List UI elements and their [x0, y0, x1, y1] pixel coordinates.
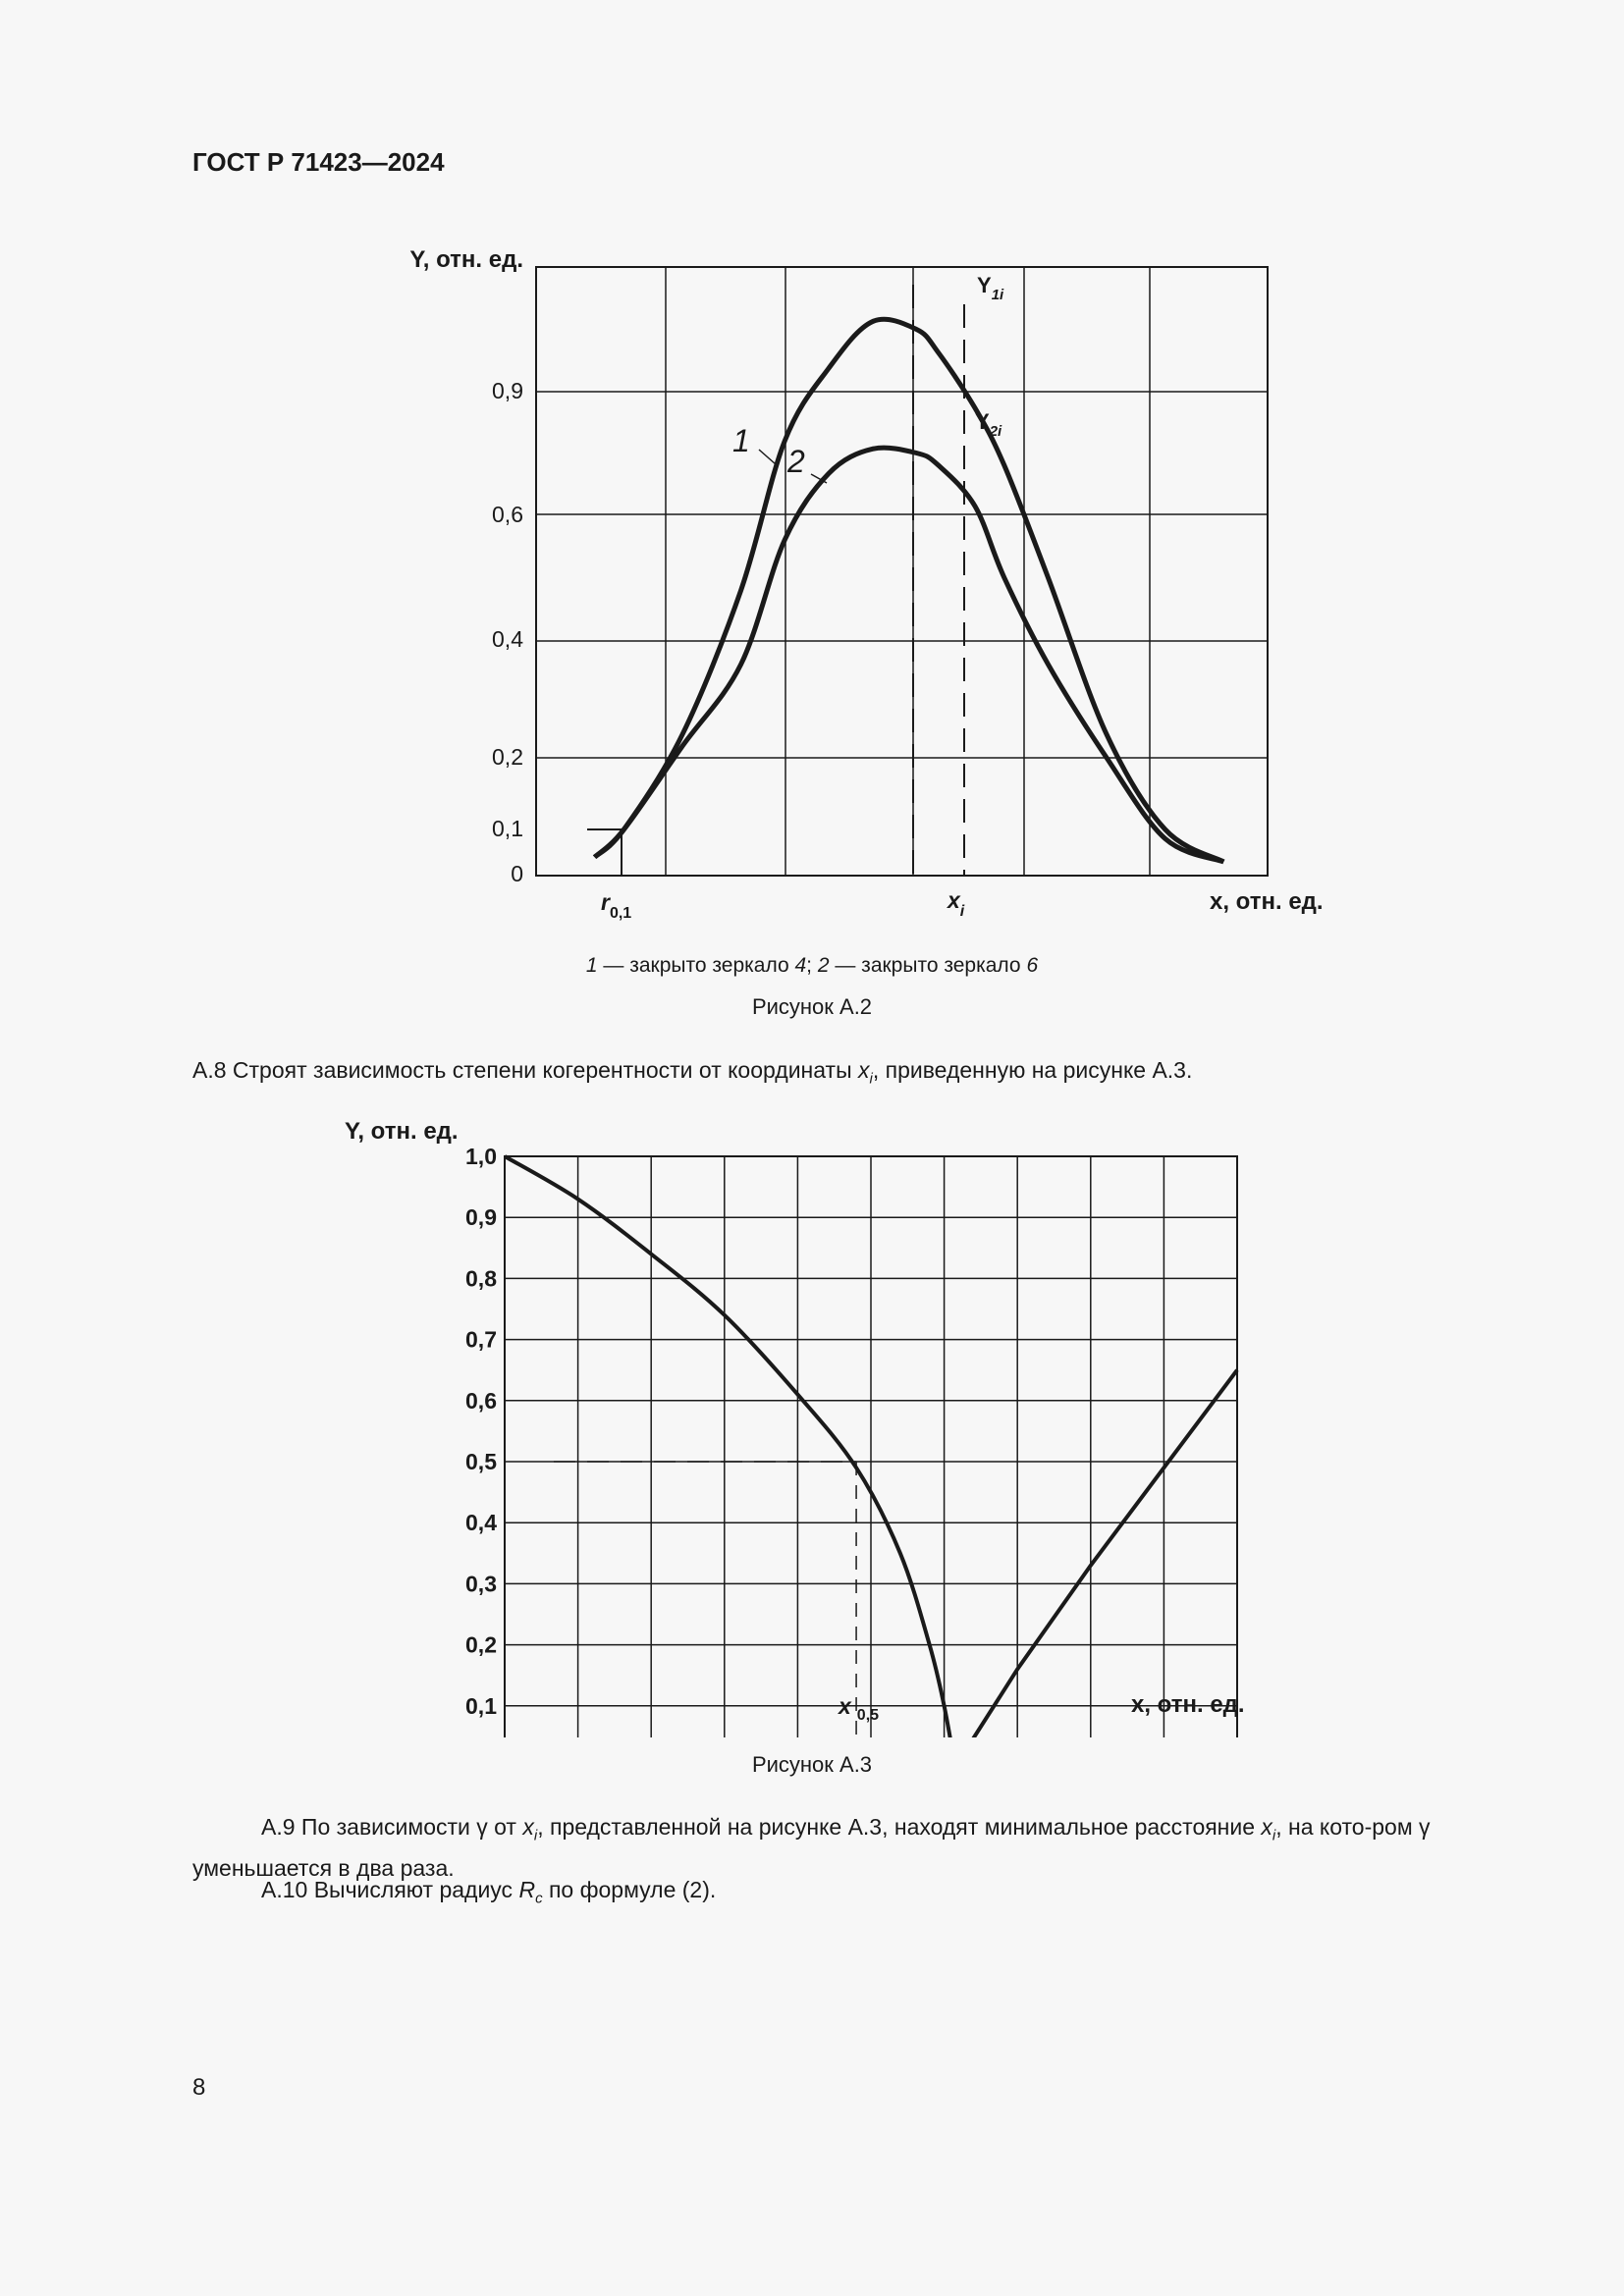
y-tick-label: 0,6: [465, 1387, 497, 1414]
curve-1-number: 1: [732, 423, 750, 458]
y-tick-label: 0,4: [492, 626, 523, 652]
curve-2-number: 2: [787, 444, 805, 479]
y-tick-label: 0,9: [465, 1204, 497, 1231]
figure-a2-y-axis-label: Y, отн. ед.: [409, 246, 523, 273]
y-tick-label: 0: [511, 861, 523, 886]
document-header: ГОСТ Р 71423—2024: [192, 147, 445, 177]
figure-a2-frame: [536, 267, 1268, 876]
figure-a2-legend: 1 — закрыто зеркало 4; 2 — закрыто зеркало 6: [585, 954, 1039, 977]
y-tick-label: 0,1: [465, 1692, 497, 1719]
figure-a3-y-axis-label: Y, отн. ед.: [345, 1118, 459, 1145]
figure-a3-y-ticks: [465, 1144, 497, 1737]
page-number: 8: [192, 2074, 206, 2101]
y-tick-label: 0,3: [465, 1571, 497, 1597]
y-tick-label: 0,6: [492, 502, 523, 527]
y-tick-label: 0,5: [465, 1449, 497, 1474]
y-tick-label: 0,7: [465, 1326, 497, 1353]
y-tick-label: 0,2: [465, 1631, 497, 1658]
y1i-label: $Y_{1i}$: [977, 273, 1004, 303]
y-tick-label: 0,8: [465, 1265, 497, 1292]
figure-a2-dashed-lines: [587, 285, 964, 876]
figure-a3-chart: [0, 1099, 1624, 1737]
figure-a3-grid: [505, 1156, 1237, 1737]
y-tick-label: 1,0: [465, 1144, 497, 1169]
y2i-label: $Y_{2i}$: [975, 409, 1002, 440]
curve-1-leader: [759, 450, 776, 464]
figure-a3-dashed-lines: [554, 1462, 856, 1737]
curve-1-mirror-4: [595, 319, 1224, 862]
figure-a2-caption: Рисунок А.2: [751, 994, 873, 1019]
paragraph-a8: А.8 Строят зависимость степени когерентности от координаты $x_i$, приведенную на рисунке А.3.: [192, 1057, 1193, 1088]
figure-a2-chart: [0, 0, 1624, 982]
paragraph-a10: А.10 Вычисляют радиус $R_c$ по формуле (2).: [261, 1877, 717, 1907]
x-0-5-label: x $_{0,5}$: [839, 1693, 880, 1724]
figure-a3-caption: Рисунок А.3: [751, 1752, 873, 1777]
figure-a2-grid: [536, 267, 1268, 876]
y-tick-label: 0,9: [492, 378, 523, 403]
y-tick-label: 0,1: [492, 816, 523, 841]
x-i-label: $x_i$: [947, 887, 965, 920]
figure-a3-x-axis-label: x, отн. ед.: [1131, 1691, 1245, 1718]
y-tick-label: 0,4: [465, 1510, 497, 1536]
paragraph-a9: А.9 По зависимости γ от $x_i$, представленной на рисунке А.3, находят минимальное расстояние $x_i$, на кото-ром γ уменьшается в два раза.: [192, 1814, 1431, 1881]
figure-a2-x-axis-label: x, отн. ед.: [1210, 888, 1324, 915]
y-tick-label: 0,2: [492, 744, 523, 770]
r-0-1-label: $r_{0,1}$: [601, 889, 632, 922]
curve-2-mirror-6: [595, 448, 1224, 862]
